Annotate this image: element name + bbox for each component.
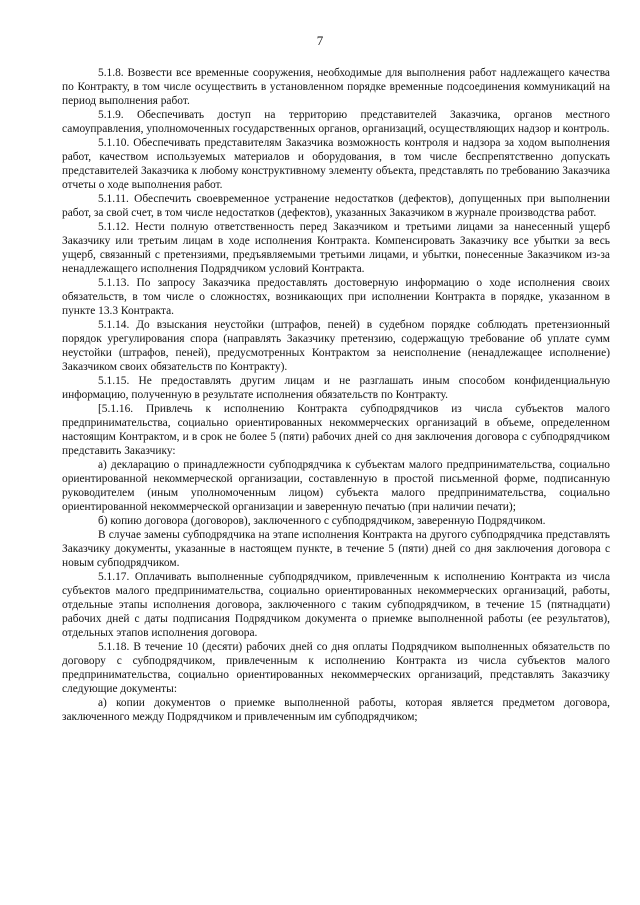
paragraph-subcontractor-replacement: В случае замены субподрядчика на этапе исполнения Контракта на другого субподрядчика представлять Заказчику документы, указанные в настоящем пункте, в течение 5 (пяти) дней со дня заключения договора с новым субподрядчиком. [62, 529, 610, 569]
paragraph-5-1-16: [5.1.16. Привлечь к исполнению Контракта субподрядчиков из числа субъектов малого предпринимательства, социально ориентированных некоммерческих организаций в объеме, определенном настоящим Контрактом, и в срок не более 5 (пяти) рабочих дней со дня заключения договора с субподрядчиком представить Заказчику: [62, 403, 610, 457]
paragraph-5-1-16-a: а) декларацию о принадлежности субподрядчика к субъектам малого предпринимательства, социально ориентированной некоммерческой организации, составленную в простой письменной форме, подписанную руководителем (иным уполномоченным лицом) субъекта малого предпринимательства, социально ориентированной некоммерческой организации и заверенную печатью (при наличии печати); [62, 459, 610, 513]
paragraph-5-1-11: 5.1.11. Обеспечить своевременное устранение недостатков (дефектов), допущенных при выполнении работ, за свой счет, в том числе недостатков (дефектов), указанных Заказчиком в журнале производства работ. [62, 193, 610, 219]
paragraph-5-1-17: 5.1.17. Оплачивать выполненные субподрядчиком, привлеченным к исполнению Контракта из числа субъектов малого предпринимательства, социально ориентированных некоммерческих организаций, работы, отдельные этапы исполнения договора, заключенного с таким субподрядчиком, в течение 15 (пятнадцати) рабочих дней с даты подписания Подрядчиком документа о приемке выполненной работы (ее результатов), отдельных этапов исполнения договора. [62, 571, 610, 639]
paragraph-5-1-18-a: а) копии документов о приемке выполненной работы, которая является предметом договора, заключенного между Подрядчиком и привлеченным им субподрядчиком; [62, 697, 610, 723]
paragraph-5-1-8: 5.1.8. Возвести все временные сооружения, необходимые для выполнения работ надлежащего качества по Контракту, в том числе осуществить в установленном порядке временные подсоединения коммуникаций на период выполнения работ. [62, 67, 610, 107]
paragraph-5-1-12: 5.1.12. Нести полную ответственность перед Заказчиком и третьими лицами за нанесенный ущерб Заказчику или третьим лицам в ходе исполнения Контракта. Компенсировать Заказчику все убытки за весь ущерб, связанный с претензиями, предъявляемыми третьими лицами, и убытки, понесенные Заказчиком из-за ненадлежащего исполнения Подрядчиком условий Контракта. [62, 221, 610, 275]
paragraph-5-1-14: 5.1.14. До взыскания неустойки (штрафов, пеней) в судебном порядке соблюдать претензионный порядок урегулирования спора (направлять Заказчику претензию, содержащую требование об уплате сумм неустойки (штрафов, пеней), предусмотренных Контрактом за неисполнение (ненадлежащее исполнение) Заказчиком своих обязательств по Контракту). [62, 319, 610, 373]
paragraph-5-1-13: 5.1.13. По запросу Заказчика предоставлять достоверную информацию о ходе исполнения своих обязательств, в том числе о сложностях, возникающих при исполнении Контракта в порядке, указанном в пункте 13.3 Контракта. [62, 277, 610, 317]
paragraph-5-1-18: 5.1.18. В течение 10 (десяти) рабочих дней со дня оплаты Подрядчиком выполненных обязательств по договору с субподрядчиком, привлеченным к исполнению Контракта из числа субъектов малого предпринимательства, социально ориентированных некоммерческих организаций, представлять Заказчику следующие документы: [62, 641, 610, 695]
paragraph-5-1-16-b: б) копию договора (договоров), заключенного с субподрядчиком, заверенную Подрядчиком. [98, 515, 546, 527]
paragraph-5-1-10: 5.1.10. Обеспечивать представителям Заказчика возможность контроля и надзора за ходом выполнения работ, качеством используемых материалов и оборудования, в том числе беспрепятственно допускать представителей Заказчика к любому конструктивному элементу объекта, представлять по требованию Заказчика отчеты о ходе выполнения работ. [62, 137, 610, 191]
page-number: 7 [316, 33, 324, 48]
paragraph-5-1-9: 5.1.9. Обеспечивать доступ на территорию представителей Заказчика, органов местного самоуправления, уполномоченных государственных органов, организаций, осуществляющих надзор и контроль. [62, 109, 610, 135]
paragraph-5-1-15: 5.1.15. Не предоставлять другим лицам и не разглашать иным способом конфиденциальную информацию, полученную в результате исполнения обязательств по Контракту. [62, 375, 610, 401]
document-body [62, 66, 610, 724]
